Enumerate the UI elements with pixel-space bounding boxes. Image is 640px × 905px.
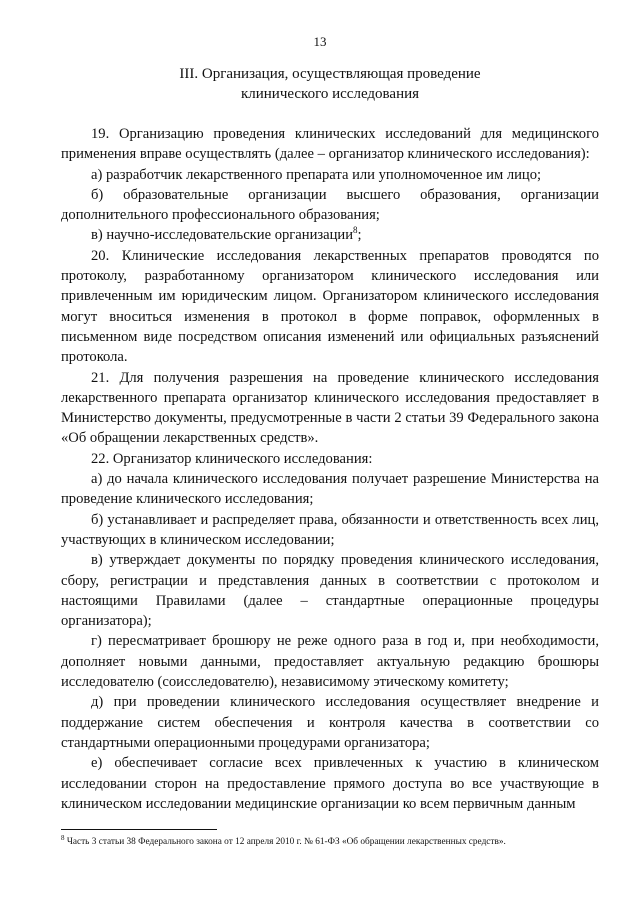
paragraph-21: 21. Для получения разрешения на проведение клинического исследования лекарственного препарата организатор клинического исследования предоставляет в Министерство документы, предусмотренные в части 2 статьи 39 Федерального закона «Об обращении лекарственных средств». bbox=[61, 369, 599, 447]
item-22-g: г) пересматривает брошюру не реже одного раза в год и, при необходимости, дополняет новыми данными, предоставляет актуальную редакцию брошюры исследователю (соисследователю), независимому этическому комитету; bbox=[61, 633, 599, 691]
item-19-v-text: в) научно-исследовательские организации bbox=[91, 227, 354, 244]
paragraph-19: 19. Организацию проведения клинических исследований для медицинского применения вправе осуществлять (далее – организатор клинического исследования): bbox=[61, 126, 599, 163]
paragraph-20: 20. Клинические исследования лекарственных препаратов проводятся по протоколу, разработанному организатором клинического исследования или привлеченным им юридическим лицом. Организатором клинического исследования могут вноситься изменения в протокол в форме поправок, оформленных в письменном виде посредством описания изменений или официальных разъяснений протокола. bbox=[61, 247, 599, 366]
item-22-d: д) при проведении клинического исследования осуществляет внедрение и поддержание систем обеспечения и контроля качества в соответствии со стандартными операционными процедурами организатора; bbox=[61, 694, 599, 751]
section-heading-line-2: клинического исследования bbox=[240, 86, 420, 102]
footnote-text: Часть 3 статьи 38 Федерального закона от 12 апреля 2010 г. № 61-ФЗ «Об обращении лекарственных средств». bbox=[66, 837, 506, 847]
body-text bbox=[61, 124, 599, 814]
item-22-e: е) обеспечивает согласие всех привлеченных к участию в клиническом исследовании сторон на предоставление прямого доступа во все участвующие в клиническом исследовании медицинские организации ко всем первичным данным bbox=[61, 755, 599, 812]
item-22-b: б) устанавливает и распределяет права, обязанности и ответственность всех лиц, участвующих в клиническом исследовании; bbox=[61, 511, 599, 548]
item-19-b: б) образовательные организации высшего образования, организации дополнительного профессионального образования; bbox=[61, 186, 599, 224]
footnote-marker: 8 bbox=[61, 833, 65, 842]
item-22-v: в) утверждает документы по порядку проведения клинического исследования, сбору, регистрации и представления данных в соответствии с протоколом и настоящими Правилами (далее – стандартные операционные процедуры организатора); bbox=[61, 552, 599, 630]
footnote-reference: 8 bbox=[353, 225, 358, 236]
item-19-a: а) разработчик лекарственного препарата или уполномоченное им лицо; bbox=[91, 166, 542, 183]
footnote-divider bbox=[61, 829, 217, 830]
footnote bbox=[61, 833, 601, 848]
section-heading-line-1: III. Организация, осуществляющая проведение bbox=[179, 66, 481, 82]
item-22-a: а) до начала клинического исследования получает разрешение Министерства на проведение клинического исследования; bbox=[61, 471, 599, 508]
paragraph-22: 22. Организатор клинического исследования: bbox=[91, 450, 373, 467]
section-heading bbox=[60, 64, 600, 104]
page-number: 13 bbox=[313, 34, 327, 49]
item-19-v: в) научно-исследовательские организации$^8$; bbox=[91, 225, 362, 244]
